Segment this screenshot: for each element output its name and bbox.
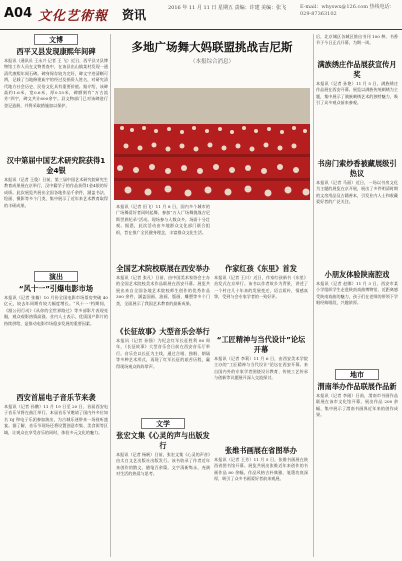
right-column xyxy=(316,34,398,557)
headline: 张宏文集《心灵的声与出版发行 xyxy=(116,431,210,450)
lead-article-body: 本报讯（记者 田飞）11 月 8 日，国内多个城市的广场舞爱好者同时起舞，参加“万人广场舞挑战吉尼斯世界纪录”活动。现场参与人数众多，场面十分壮观。据悉，此次活动由多地群众文化部门联合组织，旨在推广全民健身理念，丰富群众文化生活。 xyxy=(116,204,210,235)
article-body: 后，北京城区各城区推出书刊 100 种。书香节于今日正式开幕，为期一周。 xyxy=(316,34,398,46)
headline: “工匠精神与当代设计”论坛开幕 xyxy=(216,335,306,354)
headline: 张维书画展在省图举办 xyxy=(225,446,297,455)
column-divider xyxy=(313,34,314,557)
section-tag-literature: 文学 xyxy=(141,418,185,429)
column-divider xyxy=(110,34,111,557)
contact-info: E-mail：whyswx@126.com 热线电话：029-87363102 xyxy=(300,4,395,17)
headline: 满族绣庄作品展获宣传月奖 xyxy=(317,60,397,79)
headline: 作家红孩《东里》首发 xyxy=(225,264,297,273)
article-body: 本报讯（记者 张凡）日前，由中国美术家协会主办的全国艺术院校美术作品联展在西安开幕。展览共展出来自全国各地艺术院校师生创作的优秀作品 300 余件，涵盖国画、油画、版画、雕塑等多个门类，全面展示了我国艺术教育的最新成果。 xyxy=(116,275,210,306)
article-body: 本报讯（记者 杨帆）日前，张宏文集《心灵的声音》由太白文艺出版社出版发行。该书收录了作者近年来创作的散文、随笔百余篇，文字清新隽永，充满对生活的热爱与思考。 xyxy=(116,452,210,477)
headline: 书房门索炒香被藏展级引热议 xyxy=(317,159,397,178)
left-column xyxy=(4,34,108,557)
article-body: 本报讯（通讯员 王永兴 记者 王 飞）近日，西平县又县博物馆工作人员在文物普查中，在该县出山镇某村发现一通清代康熙年间石碑。碑身保存较为完好，碑文字迹清晰可辨，记载了当地修建庙宇的经过及捐资人姓名，对研究清代地方社会历史、民俗文化具有重要价值。据介绍，该碑高约1.6米，宽0.6米，厚0.15米，碑额刻有“万古流芳”四字，碑文共计600余字。县文物部门已对该碑进行登记造册，并将采取措施加以保护。 xyxy=(4,58,108,108)
section-tag-wenbo: 文博 xyxy=(34,34,78,45)
article-body: 本报讯（记者 王芳）11 月 5 日，张维书画展在陕西省图书馆开幕。展览共展出张维近年来创作的书画作品 80 余幅，作品风格古朴典雅，笔墨功底深厚，吸引了众多书画爱好者前来观展。 xyxy=(214,457,308,482)
center-right-column xyxy=(214,262,308,553)
headline: 渭南举办作品联展作品新 xyxy=(317,382,397,391)
headline: 西安首届电子音乐节来袭 xyxy=(16,393,96,402)
main-headline: 多地广场舞大妈联盟挑战吉尼斯 xyxy=(131,40,293,54)
newspaper-masthead: 文化艺術報 xyxy=(38,9,109,24)
page-number: A04 xyxy=(4,6,33,21)
headline: “风十一”引爆电影市场 xyxy=(18,284,94,293)
article-body: 本报讯（记者 李刚）日前，渭南市书画作品联展在该市文化馆开幕，展出作品 200 余幅，集中展示了渭南书画界近年来的创作成果。 xyxy=(316,393,398,418)
article-body: 本报讯（记者 王川）近日，作家红孩新书《东里》首发式在京举行。该书以作者故乡为背景，讲述了一个村庄几十年来的发展变迁，语言质朴，情感真挚，受到与会专家学者的一致好评。 xyxy=(214,275,308,300)
article-body: 本报讯（记者 张楠）10 月份全国电影市场票房突破 40 亿元，较去年同期有较大幅度增长。“风十一”档期间，《湄公河行动》《从你的全世界路过》等多部影片表现亮眼，观众观影热情高涨。业内人士表示，优质国产影片的持续供给，是推动电影市场稳步发展的重要因素。 xyxy=(4,295,108,326)
dateline: 2016 年 11 月 11 日 星期五 责编：许建 美编：张飞 xyxy=(168,5,287,11)
section-name: 资讯 xyxy=(122,8,147,22)
article-body: 本报讯（记者 孙强）为纪念红军长征胜利 80 周年，《长征故事》大型音乐会日前在西安音乐厅举行。音乐会以长征为主线，通过合唱、独唱、朗诵等多种艺术形式，再现了红军长征的艰苦历程，赢得现场观众阵阵掌声。 xyxy=(116,338,210,369)
news-photo xyxy=(114,88,310,200)
section-tag-performance: 演出 xyxy=(34,271,78,282)
lead-article-body-cont xyxy=(214,204,308,260)
section-tag-cities: 地市 xyxy=(335,369,379,380)
article-body: 本报讯（记者 李莉）11 月 6 日，由西安美术学院主办的“工匠精神与当代设计”论坛在西安开幕。来自国内外的专家学者围绕设计教育、传统工艺传承与创新等议题展开深入交流探讨。 xyxy=(214,356,308,381)
article-body: 本报讯（记者 赵娜）11 月 3 日，西安市某小学组织学生走进陕南戏曲博物馆，近距离感受陕南戏曲的魅力，孩子们在老师的带领下学唱经典唱段，兴趣浓厚。 xyxy=(316,281,398,306)
headline: 全国艺术院校联展在西安举办 xyxy=(116,264,210,273)
main-subheadline: （本报综合消息） xyxy=(189,59,234,65)
headline: 《长征故事》大型音乐会举行 xyxy=(116,327,210,336)
crowd-dance-photo xyxy=(114,88,310,200)
page-header xyxy=(0,0,402,30)
article-body: 本报讯（记者 王俊）日前，第三届中国艺术研究院研究生教育成果展在京举行，汉中籍学子的作品获得1金4银的好成绩。此次展览共展出全国各地作品千余件，涵盖书法、绘画、摄影等多个门类，集中展示了近年来艺术教育取得的丰硕成果。 xyxy=(4,177,108,208)
headline: 西平又县发现康熙年间碑 xyxy=(16,47,96,56)
article-body: 本报讯（记者 孙鹏）11 月 19 日至 20 日，首届西安电子音乐节将在曲江举行。本届音乐节邀请了国内外多位知名 DJ 和电子乐团参加演出，为古城乐迷带来一场视听盛宴。据了解，音乐节现场还将设置创意市集、美食街等区域，让观众在享受音乐的同时，体验多元文化的魅力。 xyxy=(4,404,108,435)
article-body: 本报讯（记者 马丽）近日，一场以书房文化为主题的展览在京开展，展出了多件明清时期的文房用品及古籍善本，引发业内人士和收藏爱好者的广泛关注。 xyxy=(316,180,398,205)
center-left-column xyxy=(116,262,210,540)
headline: 小朋友体验陕南腔戏 xyxy=(324,270,390,279)
article-body: 本报讯（记者 孙艳）11 月 5 日，满族绣庄作品展在西安开幕。展览以满族传统刺绣为主题，集中展示了满族刺绣艺术的独特魅力，吸引了众多观众前来参观。 xyxy=(316,81,398,106)
headline: 汉中第届中国艺术研究院获得1金4银 xyxy=(6,156,106,175)
